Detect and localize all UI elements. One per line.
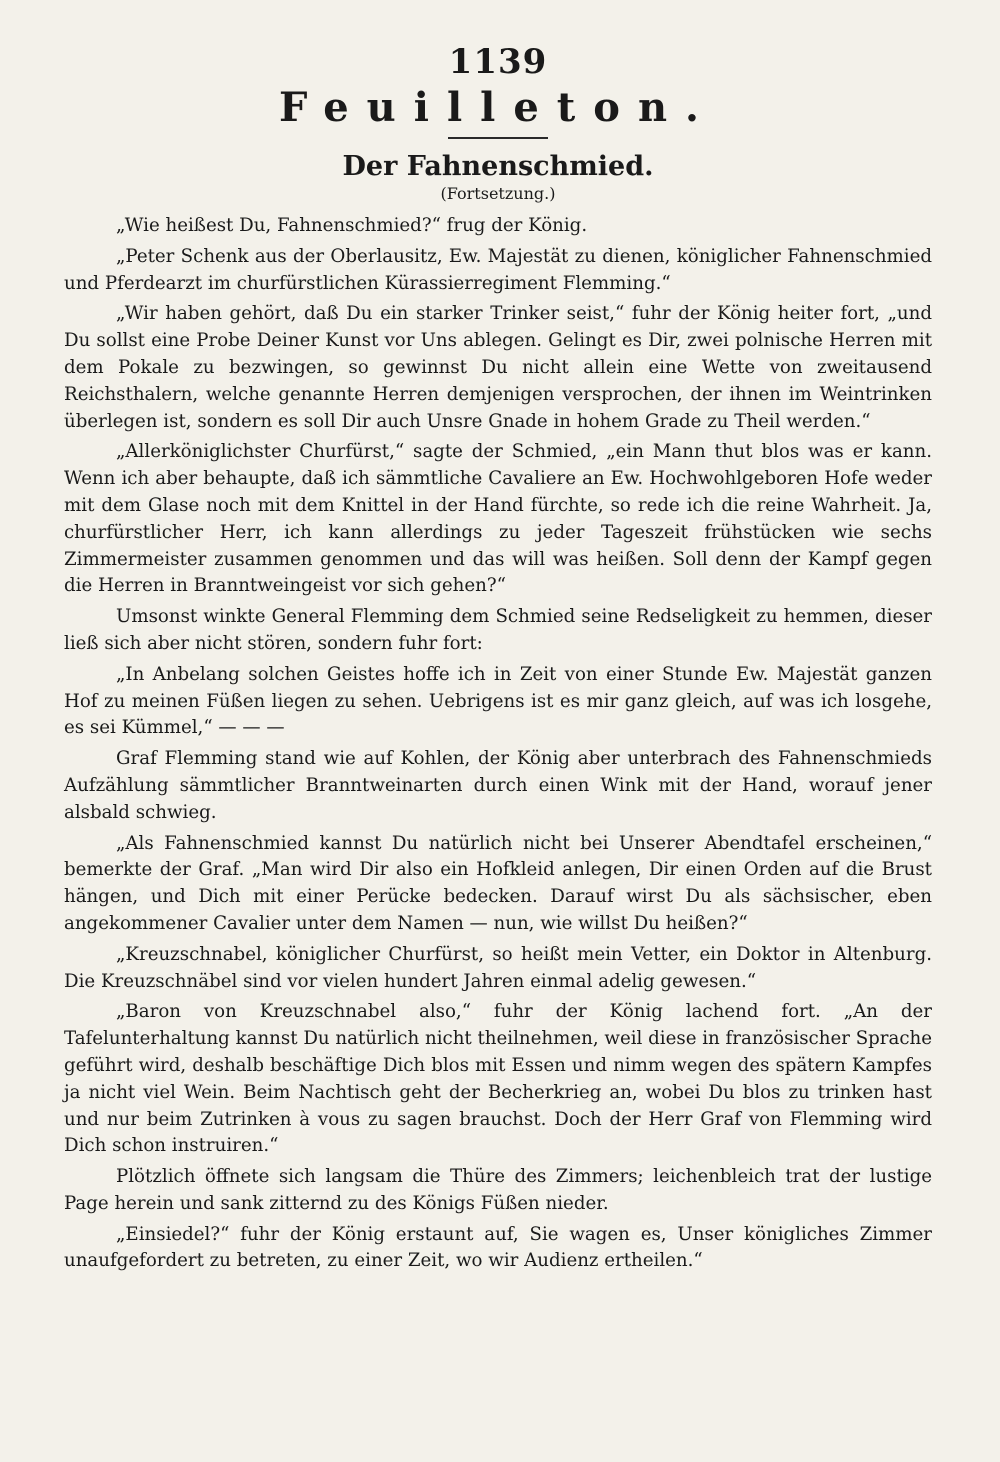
paragraph-11: Plötzlich öffnete sich langsam die Thüre des Zimmers; leichenbleich trat der lustige Page herein und sank zitternd zu des Königs Füßen nieder. xyxy=(64,1166,932,1214)
paragraph-6: „In Anbelang solchen Geistes hoffe ich in Zeit von einer Stunde Ew. Majestät ganzen Hof zu meinen Füßen liegen zu sehen. Uebrigens ist es mir ganz gleich, auf was ich losgehe, es sei Kümmel,“ — — — xyxy=(64,663,932,739)
paragraph-12: „Einsiedel?“ fuhr der König erstaunt auf, Sie wagen es, Unser königliches Zimmer unaufgefordert zu betreten, zu einer Zeit, wo wir Audienz ertheilen.“ xyxy=(64,1223,932,1272)
paragraph-4: „Allerköniglichster Churfürst,“ sagte der Schmied, „ein Mann thut blos was er kann. Wenn ich aber behaupte, daß ich sämmtliche Cavaliere an Ew. Hochwohlgeboren Hofe weder mit dem Glase noch mit dem Knittel in der Hand fürchte, so rede ich die reine Wahrheit. Ja, churfürstlicher Herr, ich kann allerdings zu jeder Tageszeit frühstücken wie sechs Zimmermeister zusammen genommen und das will was heißen. Soll denn der Kampf gegen die Herren in Branntweingeist vor sich gehen?“ xyxy=(64,441,932,597)
title-divider xyxy=(448,137,548,139)
section-title: Feuilleton. xyxy=(279,84,717,131)
paragraph-1: „Wie heißest Du, Fahnenschmied?“ frug der König. xyxy=(116,215,588,236)
paragraph-5: Umsonst winkte General Flemming dem Schmied seine Redseligkeit zu hemmen, dieser ließ sich aber nicht stören, sondern fuhr fort: xyxy=(64,606,932,654)
continuation-note: (Fortsetzung.) xyxy=(440,184,556,203)
paragraph-2: „Peter Schenk aus der Oberlausitz, Ew. Majestät zu dienen, königlicher Fahnenschmied und Pferdearzt im churfürstlichen Kürassierregiment Flemming.“ xyxy=(64,245,932,294)
story-title: Der Fahnenschmied. xyxy=(342,151,654,182)
page-number: 1139 xyxy=(448,42,548,82)
paragraph-3: „Wir haben gehört, daß Du ein starker Trinker seist,“ fuhr der König heiter fort, „und Du sollst eine Probe Deiner Kunst vor Uns ablegen. Gelingt es Dir, zwei polnische Herren mit dem Pokale zu bezwingen, so gewinnst Du nicht allein eine Wette von zweitausend Reichsthalern, welche genannte Herren demjenigen versprochen, der ihnen im Weintrinken überlegen ist, sondern es soll Dir auch Unsre Gnade in hohem Grade zu Theil werden.“ xyxy=(64,303,932,432)
paragraph-10: „Baron von Kreuzschnabel also,“ fuhr der König lachend fort. „An der Tafelunterhaltung kannst Du natürlich nicht theilnehmen, weil diese in französischer Sprache geführt wird, deshalb beschäftige Dich blos mit Essen und nimm wegen des spätern Kampfes ja nicht viel Wein. Beim Nachtisch geht der Becherkrieg an, wobei Du blos zu trinken hast und nur beim Zutrinken à vous zu sagen brauchst. Doch der Herr Graf von Flemming wird Dich schon instruiren.“ xyxy=(64,1001,932,1157)
paragraph-8: „Als Fahnenschmied kannst Du natürlich nicht bei Unserer Abendtafel erscheinen,“ bemerkte der Graf. „Man wird Dir also ein Hofkleid anlegen, Dir einen Orden auf die Brust hängen, und Dich mit einer Perücke bedecken. Darauf wirst Du als sächsischer, eben angekommener Cavalier unter dem Namen — nun, wie willst Du heißen?“ xyxy=(64,832,932,934)
paragraph-7: Graf Flemming stand wie auf Kohlen, der König aber unterbrach des Fahnenschmieds Aufzählung sämmtlicher Branntweinarten durch einen Wink mit der Hand, worauf jener alsbald schwieg. xyxy=(64,748,932,823)
paragraph-9: „Kreuzschnabel, königlicher Churfürst, so heißt mein Vetter, ein Doktor in Altenburg. Die Kreuzschnäbel sind vor vielen hundert Jahren einmal adelig gewesen.“ xyxy=(64,943,932,992)
article-body xyxy=(64,213,932,1275)
